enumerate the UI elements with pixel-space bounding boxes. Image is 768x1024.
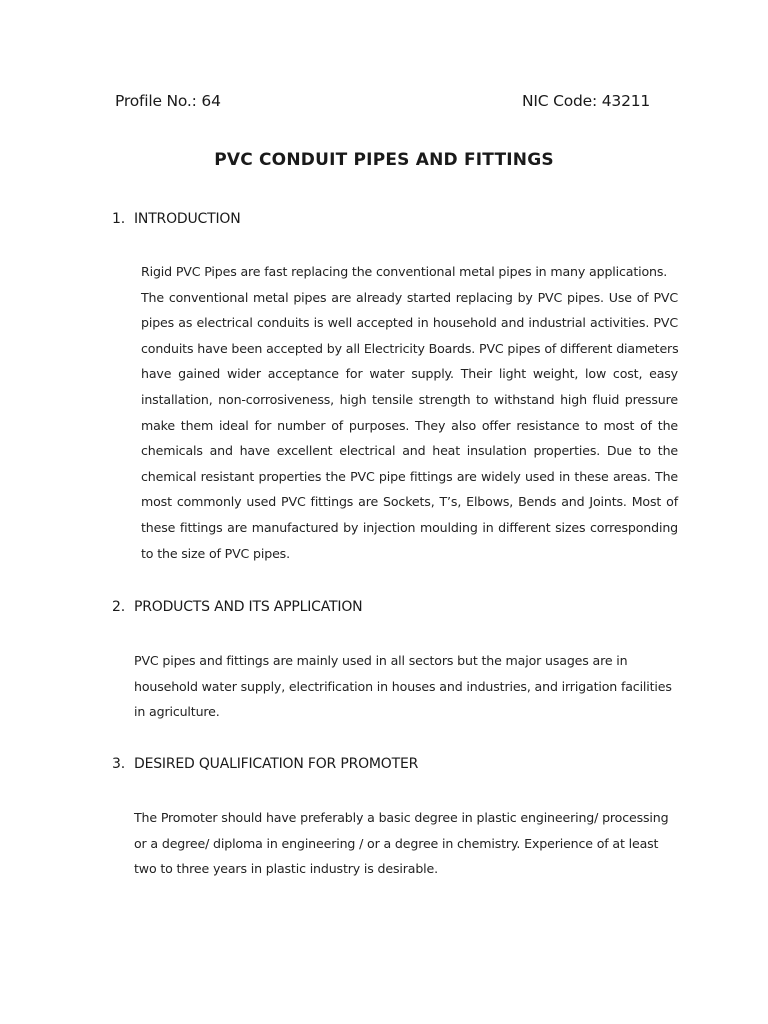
introduction-paragraph	[141, 259, 678, 566]
section-number: 3.	[112, 756, 125, 772]
section-heading-products	[112, 599, 362, 615]
paragraph-line: household water supply, electrification in houses and industries, and irrigation facilities	[134, 678, 672, 694]
nic-code: NIC Code: 43211	[522, 92, 651, 110]
paragraph-line: make them ideal for number of purposes. They also offer resistance to most of the	[141, 417, 678, 433]
section-title: DESIRED QUALIFICATION FOR PROMOTER	[134, 756, 419, 772]
paragraph-line: chemical resistant properties the PVC pipe fittings are widely used in these areas. The	[141, 468, 678, 484]
section-number: 2.	[112, 599, 125, 615]
paragraph-line: Rigid PVC Pipes are fast replacing the conventional metal pipes in many applications.	[141, 264, 668, 279]
paragraph-line: The conventional metal pipes are already started replacing by PVC pipes. Use of PVC	[141, 289, 678, 305]
paragraph-line: PVC pipes and fittings are mainly used in all sectors but the major usages are in	[134, 653, 628, 668]
profile-number: Profile No.: 64	[115, 92, 221, 110]
section-title: INTRODUCTION	[134, 211, 241, 227]
paragraph-line: in agriculture.	[134, 704, 220, 720]
paragraph-line: have gained wider acceptance for water supply. Their light weight, low cost, easy	[141, 366, 678, 382]
paragraph-line: The Promoter should have preferably a basic degree in plastic engineering/ processing	[134, 810, 669, 825]
paragraph-line: to the size of PVC pipes.	[141, 545, 290, 561]
qualification-paragraph	[134, 805, 674, 882]
paragraph-line: installation, non-corrosiveness, high tensile strength to withstand high fluid pressure	[141, 391, 678, 407]
section-number: 1.	[112, 211, 125, 227]
paragraph-line: pipes as electrical conduits is well accepted in household and industrial activities. PVC	[141, 315, 678, 331]
paragraph-line: most commonly used PVC fittings are Sockets, T’s, Elbows, Bends and Joints. Most of	[141, 494, 678, 510]
section-title: PRODUCTS AND ITS APPLICATION	[134, 599, 363, 615]
paragraph-line: or a degree/ diploma in engineering / or a degree in chemistry. Experience of at least	[134, 835, 659, 851]
paragraph-line: these fittings are manufactured by injection moulding in different sizes corresponding	[141, 519, 678, 535]
paragraph-line: chemicals and have excellent electrical and heat insulation properties. Due to the	[141, 443, 678, 459]
section-heading-qualification	[112, 756, 418, 772]
paragraph-line: conduits have been accepted by all Electricity Boards. PVC pipes of different diameters	[141, 340, 679, 356]
products-paragraph	[134, 648, 674, 725]
section-heading-introduction	[112, 211, 240, 227]
document-title: PVC CONDUIT PIPES AND FITTINGS	[214, 150, 554, 170]
paragraph-line: two to three years in plastic industry is desirable.	[134, 861, 438, 877]
